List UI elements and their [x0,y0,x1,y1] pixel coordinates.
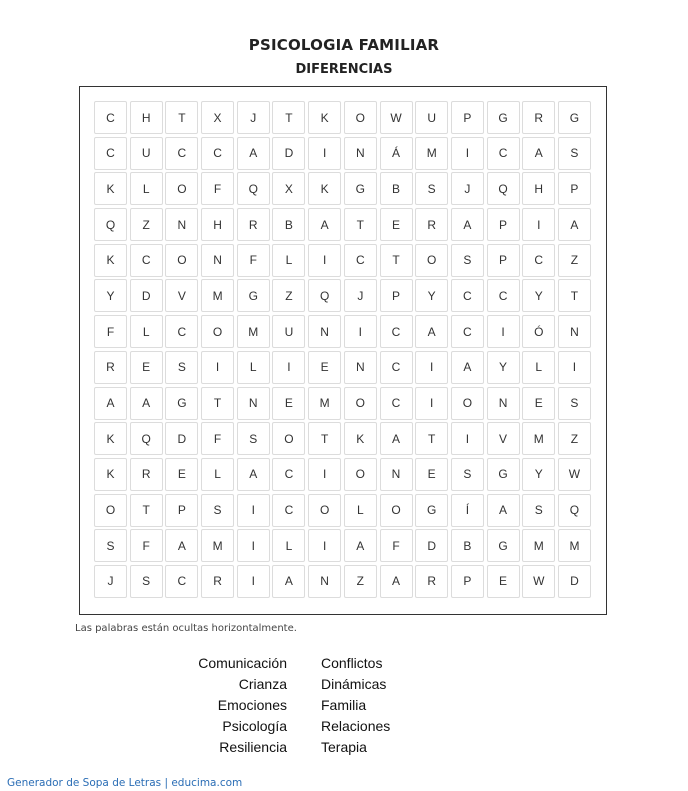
grid-cell[interactable]: I [487,315,520,348]
grid-cell[interactable]: O [344,101,377,134]
grid-cell[interactable]: T [201,387,234,420]
grid-cell[interactable]: H [522,172,555,205]
grid-cell[interactable]: Y [522,279,555,312]
grid-cell[interactable]: A [308,208,341,241]
grid-cell[interactable]: M [558,529,591,562]
grid-cell[interactable]: D [130,279,163,312]
grid-cell[interactable]: C [380,351,413,384]
footer-separator: | [161,777,172,789]
grid-cell[interactable]: I [558,351,591,384]
grid-cell[interactable]: L [130,315,163,348]
grid-cell[interactable]: P [451,101,484,134]
instructions-text: Las palabras están ocultas horizontalmente. [75,623,297,634]
grid-cell[interactable]: I [344,315,377,348]
grid-cell[interactable]: N [165,208,198,241]
grid-cell[interactable]: N [344,351,377,384]
grid-cell[interactable]: K [308,172,341,205]
grid-cell[interactable]: T [558,279,591,312]
grid-cell[interactable]: Y [522,458,555,491]
site-link[interactable]: educima.com [171,777,243,789]
grid-cell[interactable]: J [237,101,270,134]
grid-cell[interactable]: P [487,208,520,241]
grid-cell[interactable]: N [487,387,520,420]
grid-cell[interactable]: I [308,137,341,170]
letter-grid [94,101,591,598]
grid-cell[interactable]: E [522,387,555,420]
grid-cell[interactable]: O [272,422,305,455]
grid-cell[interactable]: M [201,529,234,562]
grid-cell[interactable]: A [415,315,448,348]
grid-cell[interactable]: R [237,208,270,241]
generator-link[interactable]: Generador de Sopa de Letras [7,777,162,789]
grid-cell[interactable]: F [380,529,413,562]
grid-cell[interactable]: T [308,422,341,455]
word-list-left-column [198,653,287,758]
grid-cell[interactable]: L [237,351,270,384]
grid-cell[interactable]: P [558,172,591,205]
grid-cell[interactable]: G [415,494,448,527]
grid-cell[interactable]: L [201,458,234,491]
grid-cell[interactable]: E [380,208,413,241]
word-list-right-column [321,653,390,758]
grid-cell[interactable]: N [308,565,341,598]
word-list-item: Conflictos [321,655,383,671]
word-list-item: Crianza [238,676,287,692]
grid-cell[interactable]: L [522,351,555,384]
grid-cell[interactable]: I [272,351,305,384]
grid-cell[interactable]: C [344,244,377,277]
grid-cell[interactable]: A [487,494,520,527]
grid-cell[interactable]: M [237,315,270,348]
grid-cell[interactable]: Q [308,279,341,312]
word-list-item: Emociones [217,697,287,713]
grid-cell[interactable]: U [272,315,305,348]
word-list-item: Comunicación [198,655,287,671]
grid-cell[interactable]: R [201,565,234,598]
grid-cell[interactable]: Q [94,208,127,241]
grid-cell[interactable]: Z [558,422,591,455]
grid-cell[interactable]: S [558,137,591,170]
grid-cell[interactable]: T [344,208,377,241]
grid-cell[interactable]: O [308,494,341,527]
grid-cell[interactable]: O [344,458,377,491]
grid-cell[interactable]: R [522,101,555,134]
grid-cell[interactable]: R [130,458,163,491]
grid-cell[interactable]: S [94,529,127,562]
grid-cell[interactable]: F [201,422,234,455]
page-title: PSICOLOGIA FAMILIAR [248,36,440,54]
grid-cell[interactable]: J [451,172,484,205]
grid-cell[interactable]: C [165,315,198,348]
grid-cell[interactable]: Z [130,208,163,241]
grid-cell[interactable]: T [272,101,305,134]
grid-cell[interactable]: X [201,101,234,134]
grid-cell[interactable]: P [380,279,413,312]
grid-cell[interactable]: O [94,494,127,527]
grid-cell[interactable]: Ó [522,315,555,348]
grid-cell[interactable]: V [487,422,520,455]
grid-cell[interactable]: Á [380,137,413,170]
grid-cell[interactable]: C [522,244,555,277]
grid-cell[interactable]: E [272,387,305,420]
grid-cell[interactable]: H [130,101,163,134]
grid-cell[interactable]: K [94,458,127,491]
word-list-item: Terapia [321,739,367,755]
grid-cell[interactable]: A [558,208,591,241]
grid-cell[interactable]: I [308,458,341,491]
grid-cell[interactable]: P [451,565,484,598]
grid-cell[interactable]: D [558,565,591,598]
grid-cell[interactable]: C [94,137,127,170]
grid-cell[interactable]: C [451,315,484,348]
grid-cell[interactable]: Q [487,172,520,205]
grid-cell[interactable]: W [380,101,413,134]
grid-cell[interactable]: E [487,565,520,598]
grid-cell[interactable]: I [451,422,484,455]
grid-cell[interactable]: Z [344,565,377,598]
grid-cell[interactable]: A [451,351,484,384]
grid-cell[interactable]: M [415,137,448,170]
grid-cell[interactable]: Í [451,494,484,527]
grid-cell[interactable]: S [451,458,484,491]
grid-cell[interactable]: O [165,244,198,277]
grid-cell[interactable]: B [272,208,305,241]
grid-cell[interactable]: E [308,351,341,384]
grid-cell[interactable]: I [237,529,270,562]
grid-cell[interactable]: E [165,458,198,491]
grid-cell[interactable]: A [272,565,305,598]
grid-cell[interactable]: C [165,565,198,598]
grid-cell[interactable]: S [558,387,591,420]
grid-cell[interactable]: M [308,387,341,420]
grid-cell[interactable]: A [451,208,484,241]
grid-cell[interactable]: S [165,351,198,384]
grid-cell[interactable]: F [201,172,234,205]
grid-cell[interactable]: D [272,137,305,170]
grid-cell[interactable]: G [558,101,591,134]
grid-cell[interactable]: Q [130,422,163,455]
grid-cell[interactable]: T [415,422,448,455]
grid-cell[interactable]: A [380,565,413,598]
word-list-item: Relaciones [321,718,391,734]
grid-cell[interactable]: Y [487,351,520,384]
grid-cell[interactable]: C [130,244,163,277]
grid-cell[interactable]: P [165,494,198,527]
grid-cell[interactable]: O [344,387,377,420]
footer [7,777,242,789]
grid-cell[interactable]: G [487,458,520,491]
grid-cell[interactable]: P [487,244,520,277]
grid-cell[interactable]: C [487,137,520,170]
grid-cell[interactable]: T [165,101,198,134]
word-list-item: Resiliencia [219,739,287,755]
grid-cell[interactable]: C [380,387,413,420]
grid-cell[interactable]: M [522,529,555,562]
grid-cell[interactable]: C [201,137,234,170]
grid-cell[interactable]: N [237,387,270,420]
grid-cell[interactable]: C [272,494,305,527]
grid-cell[interactable]: N [308,315,341,348]
grid-cell[interactable]: L [272,244,305,277]
grid-cell[interactable]: A [380,422,413,455]
word-search-board [79,86,607,615]
grid-cell[interactable]: K [94,422,127,455]
grid-cell[interactable]: B [380,172,413,205]
grid-cell[interactable]: A [344,529,377,562]
grid-cell[interactable]: G [487,101,520,134]
grid-cell[interactable]: E [130,351,163,384]
grid-cell[interactable]: R [415,565,448,598]
grid-cell[interactable]: N [558,315,591,348]
grid-cell[interactable]: I [308,244,341,277]
grid-cell[interactable]: L [272,529,305,562]
grid-cell[interactable]: G [487,529,520,562]
word-list-item: Familia [321,697,367,713]
grid-cell[interactable]: N [201,244,234,277]
grid-cell[interactable]: A [130,387,163,420]
grid-cell[interactable]: M [201,279,234,312]
grid-cell[interactable]: D [415,529,448,562]
grid-cell[interactable]: C [94,101,127,134]
grid-cell[interactable]: U [130,137,163,170]
grid-cell[interactable]: K [344,422,377,455]
grid-cell[interactable]: J [344,279,377,312]
grid-cell[interactable]: L [344,494,377,527]
grid-cell[interactable]: I [451,137,484,170]
word-list-item: Dinámicas [321,676,387,692]
grid-cell[interactable]: C [272,458,305,491]
grid-cell[interactable]: S [130,565,163,598]
grid-cell[interactable]: V [165,279,198,312]
grid-cell[interactable]: I [308,529,341,562]
grid-cell[interactable]: M [522,422,555,455]
page-subtitle: DIFERENCIAS [295,62,393,77]
grid-cell[interactable]: W [558,458,591,491]
grid-cell[interactable]: O [415,244,448,277]
grid-cell[interactable]: T [380,244,413,277]
grid-cell[interactable]: D [165,422,198,455]
grid-cell[interactable]: F [94,315,127,348]
grid-cell[interactable]: Y [94,279,127,312]
grid-cell[interactable]: X [272,172,305,205]
grid-cell[interactable]: S [201,494,234,527]
grid-cell[interactable]: N [380,458,413,491]
grid-cell[interactable]: U [415,101,448,134]
grid-cell[interactable]: I [237,565,270,598]
grid-cell[interactable]: C [380,315,413,348]
grid-cell[interactable]: R [94,351,127,384]
grid-cell[interactable]: I [237,494,270,527]
grid-cell[interactable]: A [237,137,270,170]
grid-cell[interactable]: S [451,244,484,277]
grid-cell[interactable]: A [165,529,198,562]
grid-cell[interactable]: R [415,208,448,241]
grid-cell[interactable]: G [237,279,270,312]
grid-cell[interactable]: O [201,315,234,348]
grid-cell[interactable]: S [237,422,270,455]
grid-cell[interactable]: G [165,387,198,420]
grid-cell[interactable]: G [344,172,377,205]
grid-cell[interactable]: Z [558,244,591,277]
grid-cell[interactable]: O [451,387,484,420]
grid-cell[interactable]: W [522,565,555,598]
grid-cell[interactable]: A [94,387,127,420]
word-list-item: Psicología [222,718,287,734]
grid-cell[interactable]: L [130,172,163,205]
grid-cell[interactable]: K [94,172,127,205]
grid-cell[interactable]: Q [237,172,270,205]
grid-cell[interactable]: I [522,208,555,241]
grid-cell[interactable]: I [415,387,448,420]
grid-cell[interactable]: I [415,351,448,384]
grid-cell[interactable]: F [130,529,163,562]
grid-cell[interactable]: E [415,458,448,491]
grid-cell[interactable]: T [130,494,163,527]
grid-cell[interactable]: J [94,565,127,598]
grid-cell[interactable]: C [487,279,520,312]
grid-cell[interactable]: I [201,351,234,384]
grid-cell[interactable]: S [415,172,448,205]
grid-cell[interactable]: K [308,101,341,134]
grid-cell[interactable]: Q [558,494,591,527]
grid-cell[interactable]: S [522,494,555,527]
grid-cell[interactable]: Z [272,279,305,312]
grid-cell[interactable]: C [451,279,484,312]
grid-cell[interactable]: N [344,137,377,170]
grid-cell[interactable]: B [451,529,484,562]
grid-cell[interactable]: F [237,244,270,277]
grid-cell[interactable]: A [237,458,270,491]
grid-cell[interactable]: Y [415,279,448,312]
grid-cell[interactable]: O [165,172,198,205]
grid-cell[interactable]: A [522,137,555,170]
grid-cell[interactable]: K [94,244,127,277]
grid-cell[interactable]: O [380,494,413,527]
grid-cell[interactable]: H [201,208,234,241]
grid-cell[interactable]: C [165,137,198,170]
